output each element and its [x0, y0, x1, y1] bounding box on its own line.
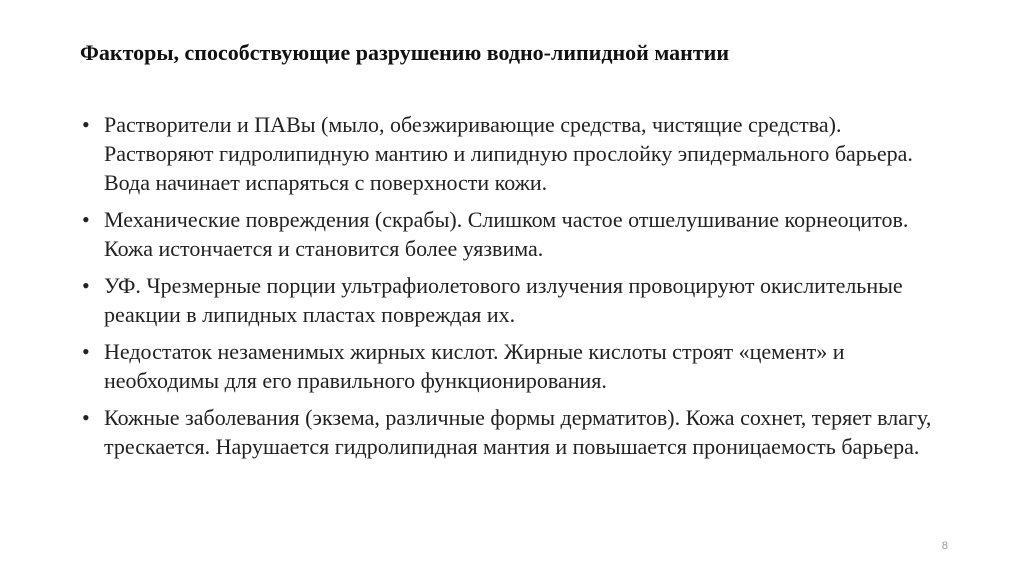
- bullet-marker: •: [82, 339, 90, 364]
- bullet-item-fatty-acids: [80, 337, 940, 395]
- bullet-text: Растворители и ПАВы (мыло, обезжиривающие средства, чистящие средства). Растворяют гидролипидную мантию и липидную прослойку эпидермального барьера. Вода начинает испаряться с поверхности кожи.: [104, 112, 913, 195]
- slide-title: Факторы, способствующие разрушению водно-липидной мантии: [80, 40, 729, 65]
- bullet-item-mechanical: [80, 205, 940, 263]
- bullet-item-solvents: [80, 110, 940, 197]
- bullet-item-skin-diseases: [80, 403, 940, 461]
- bullet-marker: •: [82, 112, 90, 137]
- bullet-text: Недостаток незаменимых жирных кислот. Жирные кислоты строят «цемент» и необходимы для его правильного функционирования.: [104, 339, 845, 393]
- bullet-text: УФ. Чрезмерные порции ультрафиолетового излучения провоцируют окислительные реакции в липидных пластах повреждая их.: [104, 273, 903, 327]
- bullet-marker: •: [82, 207, 90, 232]
- bullet-item-uv: [80, 271, 940, 329]
- bullet-list: [80, 110, 940, 469]
- page-number: 8: [941, 540, 948, 552]
- bullet-text: Механические повреждения (скрабы). Слишком частое отшелушивание корнеоцитов. Кожа истончается и становится более уязвима.: [104, 207, 909, 261]
- bullet-marker: •: [82, 273, 90, 298]
- bullet-text: Кожные заболевания (экзема, различные формы дерматитов). Кожа сохнет, теряет влагу, трескается. Нарушается гидролипидная мантия и повышается проницаемость барьера.: [104, 405, 932, 459]
- bullet-marker: •: [82, 405, 90, 430]
